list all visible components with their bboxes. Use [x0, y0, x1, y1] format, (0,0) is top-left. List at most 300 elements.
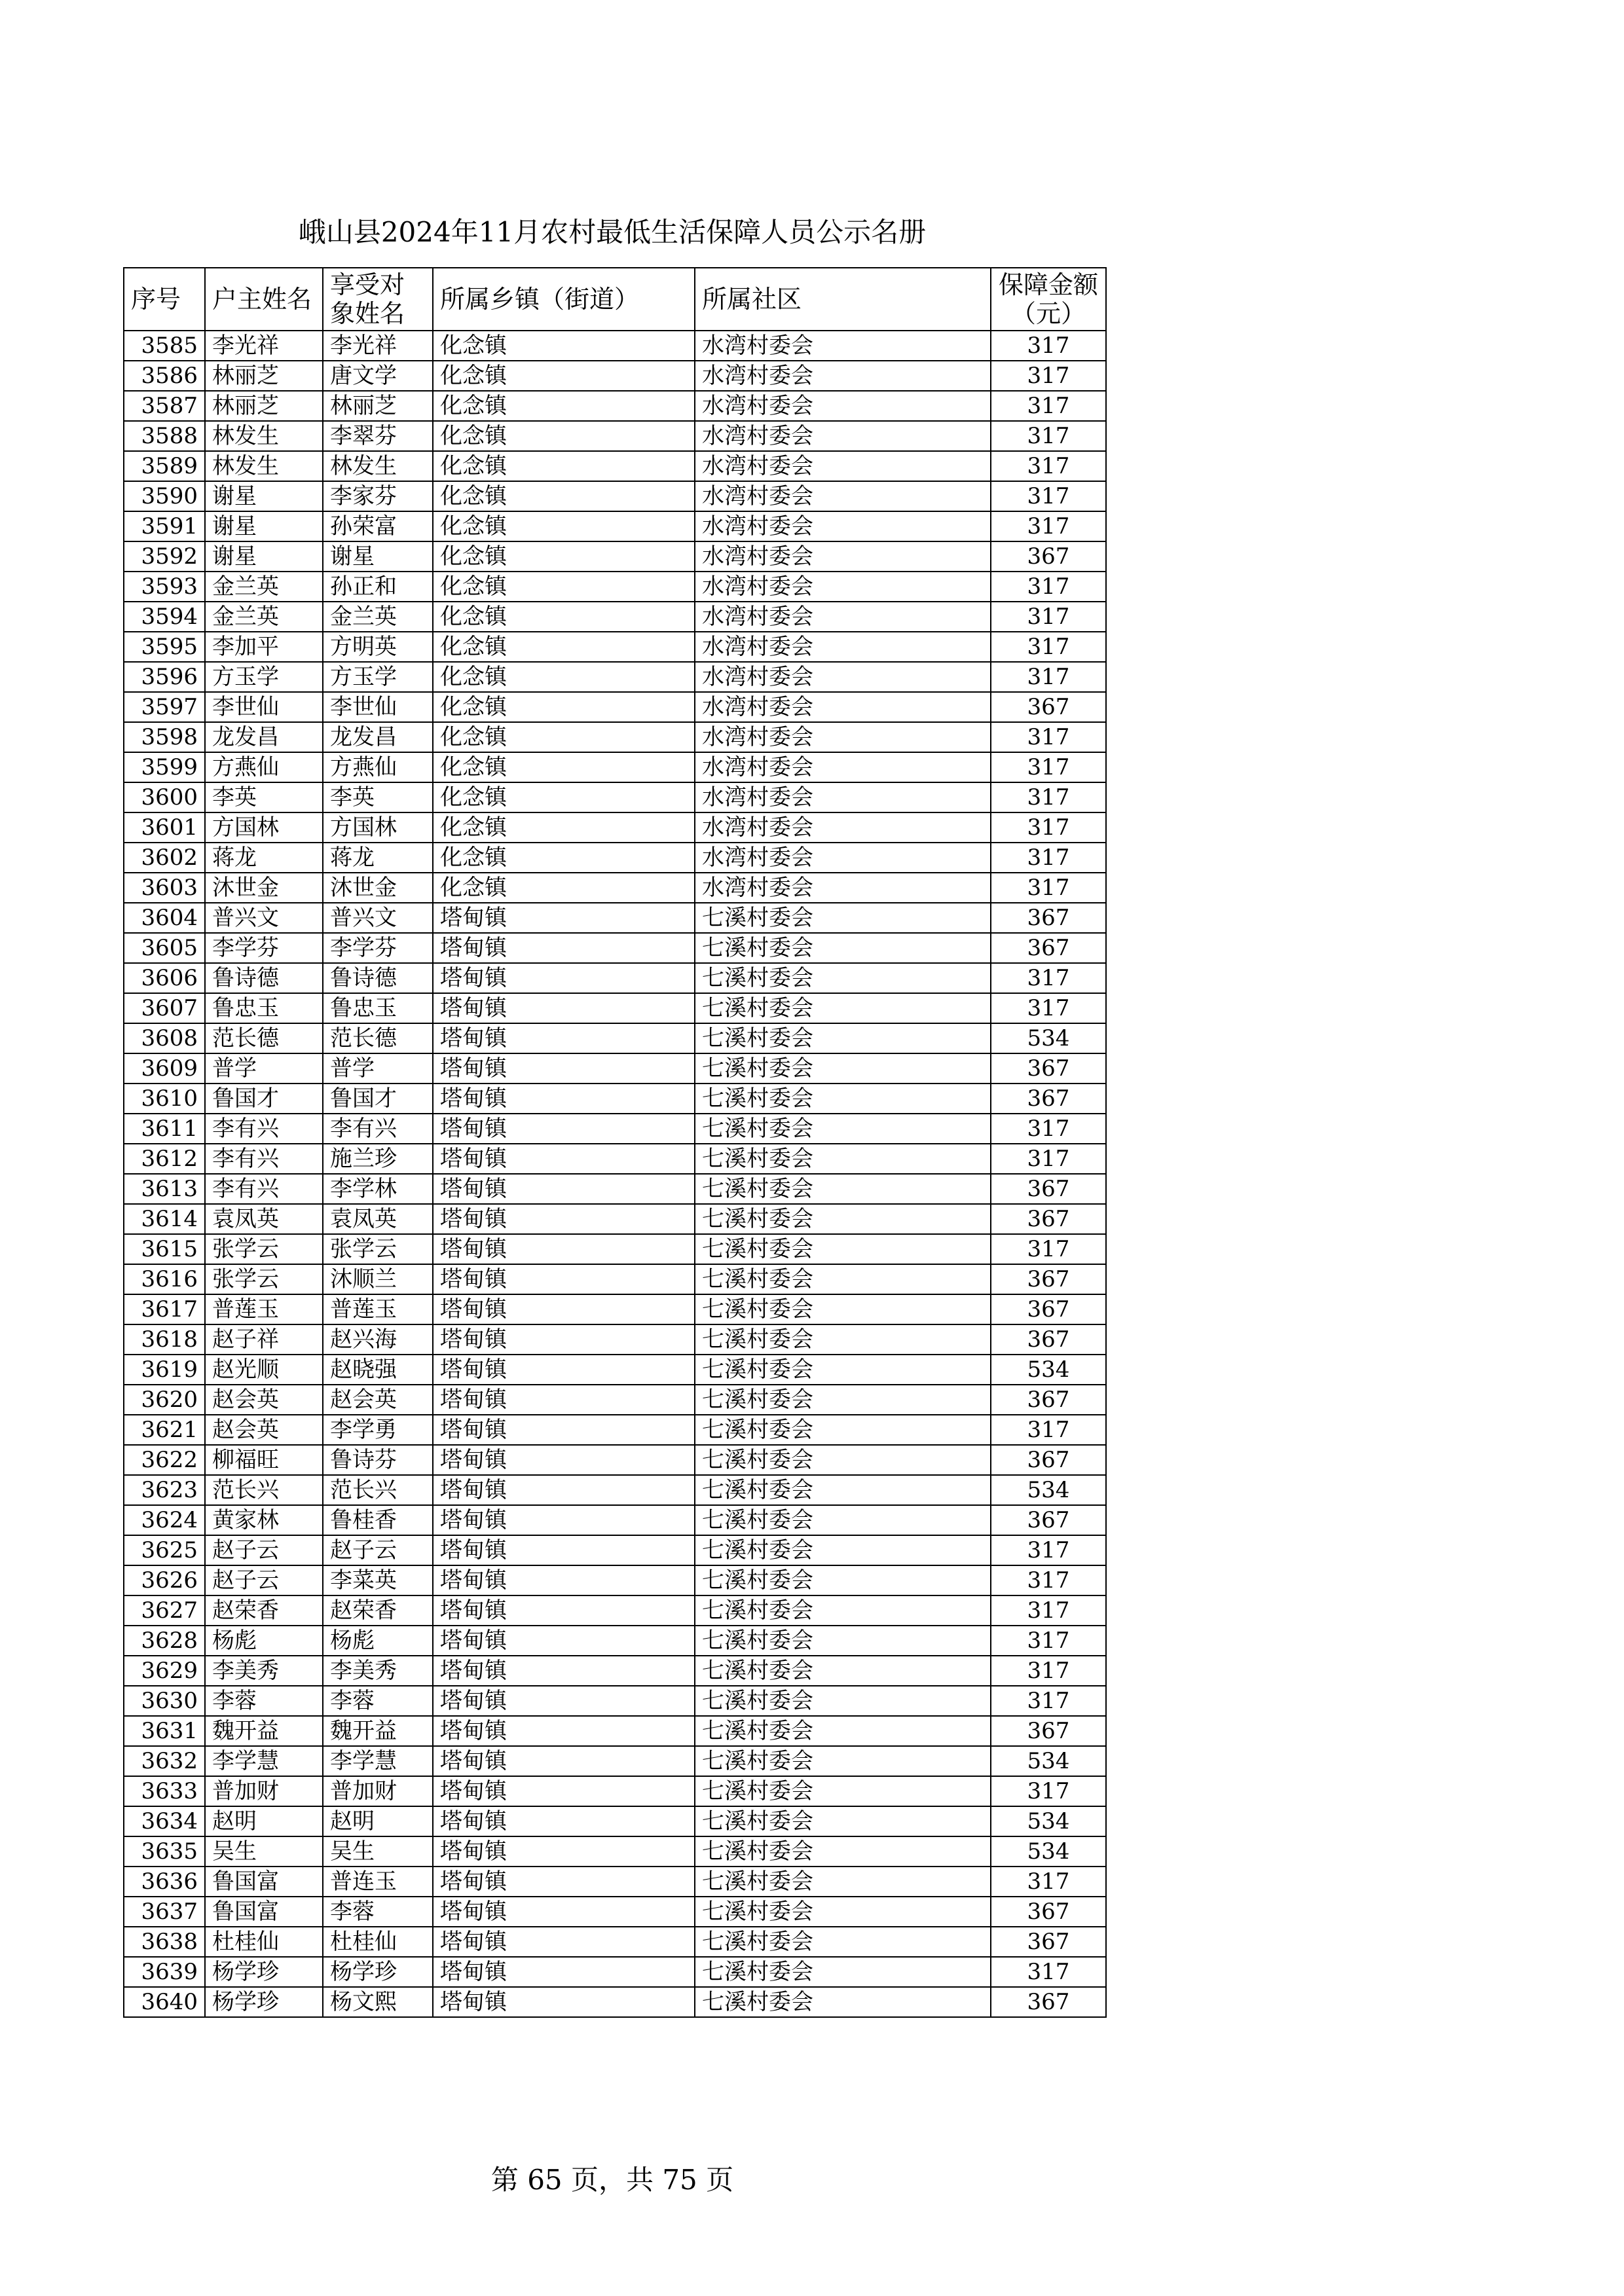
cell-town: 化念镇: [433, 481, 695, 511]
cell-no: 3632: [124, 1746, 205, 1776]
cell-no: 3604: [124, 903, 205, 933]
cell-town: 塔甸镇: [433, 993, 695, 1023]
cell-town: 塔甸镇: [433, 1023, 695, 1053]
cell-town: 化念镇: [433, 541, 695, 572]
cell-amount: 317: [991, 782, 1106, 812]
cell-community: 七溪村委会: [695, 1084, 991, 1114]
cell-town: 塔甸镇: [433, 1897, 695, 1927]
cell-town: 化念镇: [433, 391, 695, 421]
table-row: [124, 331, 1106, 361]
cell-no: 3631: [124, 1716, 205, 1746]
cell-amount: 534: [991, 1475, 1106, 1505]
cell-town: 塔甸镇: [433, 1535, 695, 1565]
cell-head: 方燕仙: [205, 752, 323, 782]
cell-no: 3622: [124, 1445, 205, 1475]
cell-amount: 534: [991, 1836, 1106, 1867]
cell-town: 塔甸镇: [433, 1415, 695, 1445]
cell-head: 蒋龙: [205, 843, 323, 873]
table-row: [124, 1595, 1106, 1626]
cell-no: 3594: [124, 602, 205, 632]
cell-head: 李有兴: [205, 1174, 323, 1204]
cell-beneficiary: 李英: [323, 782, 433, 812]
cell-amount: 534: [991, 1355, 1106, 1385]
cell-no: 3590: [124, 481, 205, 511]
cell-beneficiary: 蒋龙: [323, 843, 433, 873]
cell-beneficiary: 孙正和: [323, 572, 433, 602]
table-row: [124, 1324, 1106, 1355]
cell-beneficiary: 沐世金: [323, 873, 433, 903]
cell-amount: 367: [991, 1324, 1106, 1355]
cell-amount: 317: [991, 1776, 1106, 1806]
cell-town: 塔甸镇: [433, 1144, 695, 1174]
cell-town: 塔甸镇: [433, 1385, 695, 1415]
cell-amount: 367: [991, 1174, 1106, 1204]
cell-community: 水湾村委会: [695, 722, 991, 752]
table-row: [124, 1355, 1106, 1385]
cell-no: 3617: [124, 1294, 205, 1324]
cell-beneficiary: 鲁国才: [323, 1084, 433, 1114]
col-header-community: 所属社区: [695, 268, 991, 331]
cell-town: 塔甸镇: [433, 1445, 695, 1475]
cell-community: 水湾村委会: [695, 782, 991, 812]
table-row: [124, 1836, 1106, 1867]
cell-community: 水湾村委会: [695, 391, 991, 421]
cell-community: 水湾村委会: [695, 662, 991, 692]
cell-beneficiary: 李美秀: [323, 1656, 433, 1686]
cell-beneficiary: 赵晓强: [323, 1355, 433, 1385]
cell-head: 金兰英: [205, 572, 323, 602]
table-row: [124, 1023, 1106, 1053]
cell-amount: 317: [991, 391, 1106, 421]
cell-beneficiary: 施兰珍: [323, 1144, 433, 1174]
cell-no: 3588: [124, 421, 205, 451]
table-row: [124, 421, 1106, 451]
cell-no: 3599: [124, 752, 205, 782]
cell-head: 赵会英: [205, 1415, 323, 1445]
cell-no: 3614: [124, 1204, 205, 1234]
cell-town: 塔甸镇: [433, 1776, 695, 1806]
cell-beneficiary: 方国林: [323, 812, 433, 843]
cell-head: 赵子云: [205, 1565, 323, 1595]
cell-head: 谢星: [205, 481, 323, 511]
cell-town: 塔甸镇: [433, 1656, 695, 1686]
cell-head: 李美秀: [205, 1656, 323, 1686]
cell-community: 七溪村委会: [695, 1415, 991, 1445]
table-row: [124, 692, 1106, 722]
cell-beneficiary: 鲁诗芬: [323, 1445, 433, 1475]
cell-beneficiary: 袁凤英: [323, 1204, 433, 1234]
cell-head: 方玉学: [205, 662, 323, 692]
cell-head: 杜桂仙: [205, 1927, 323, 1957]
cell-town: 化念镇: [433, 511, 695, 541]
cell-amount: 367: [991, 1716, 1106, 1746]
cell-amount: 317: [991, 812, 1106, 843]
cell-community: 七溪村委会: [695, 1927, 991, 1957]
cell-community: 七溪村委会: [695, 1806, 991, 1836]
cell-town: 化念镇: [433, 421, 695, 451]
cell-community: 七溪村委会: [695, 1686, 991, 1716]
cell-no: 3600: [124, 782, 205, 812]
table-row: [124, 1053, 1106, 1084]
cell-community: 七溪村委会: [695, 1656, 991, 1686]
table-row: [124, 1656, 1106, 1686]
table-row: [124, 933, 1106, 963]
cell-amount: 367: [991, 1204, 1106, 1234]
cell-amount: 317: [991, 1656, 1106, 1686]
cell-community: 水湾村委会: [695, 511, 991, 541]
cell-beneficiary: 林发生: [323, 451, 433, 481]
cell-amount: 367: [991, 1927, 1106, 1957]
cell-community: 七溪村委会: [695, 1294, 991, 1324]
cell-no: 3633: [124, 1776, 205, 1806]
cell-town: 化念镇: [433, 782, 695, 812]
cell-town: 塔甸镇: [433, 933, 695, 963]
cell-community: 水湾村委会: [695, 451, 991, 481]
cell-head: 吴生: [205, 1836, 323, 1867]
cell-community: 七溪村委会: [695, 1174, 991, 1204]
table-row: [124, 662, 1106, 692]
page-title: 峨山县2024年11月农村最低生活保障人员公示名册: [298, 216, 927, 248]
cell-town: 塔甸镇: [433, 1294, 695, 1324]
cell-community: 水湾村委会: [695, 481, 991, 511]
col-header-amount: 保障金额（元）: [991, 268, 1106, 331]
cell-head: 谢星: [205, 511, 323, 541]
cell-community: 七溪村委会: [695, 1535, 991, 1565]
cell-no: 3591: [124, 511, 205, 541]
cell-beneficiary: 魏开益: [323, 1716, 433, 1746]
cell-amount: 367: [991, 1294, 1106, 1324]
cell-amount: 367: [991, 933, 1106, 963]
table-row: [124, 1084, 1106, 1114]
cell-community: 七溪村委会: [695, 1355, 991, 1385]
cell-no: 3606: [124, 963, 205, 993]
cell-beneficiary: 范长德: [323, 1023, 433, 1053]
table-row: [124, 1927, 1106, 1957]
cell-town: 化念镇: [433, 722, 695, 752]
cell-head: 张学云: [205, 1234, 323, 1264]
cell-head: 鲁国富: [205, 1897, 323, 1927]
cell-community: 七溪村委会: [695, 1204, 991, 1234]
cell-head: 沐世金: [205, 873, 323, 903]
cell-beneficiary: 李学林: [323, 1174, 433, 1204]
cell-town: 化念镇: [433, 331, 695, 361]
cell-beneficiary: 李有兴: [323, 1114, 433, 1144]
table-row: [124, 1505, 1106, 1535]
cell-head: 杨学珍: [205, 1957, 323, 1987]
cell-beneficiary: 普兴文: [323, 903, 433, 933]
cell-town: 化念镇: [433, 361, 695, 391]
table-row: [124, 1385, 1106, 1415]
cell-beneficiary: 杨学珍: [323, 1957, 433, 1987]
cell-community: 水湾村委会: [695, 752, 991, 782]
cell-no: 3612: [124, 1144, 205, 1174]
cell-amount: 367: [991, 1987, 1106, 2017]
cell-amount: 317: [991, 481, 1106, 511]
cell-community: 七溪村委会: [695, 1114, 991, 1144]
cell-no: 3587: [124, 391, 205, 421]
cell-beneficiary: 唐文学: [323, 361, 433, 391]
cell-community: 七溪村委会: [695, 1023, 991, 1053]
cell-no: 3593: [124, 572, 205, 602]
cell-head: 林发生: [205, 421, 323, 451]
cell-amount: 317: [991, 451, 1106, 481]
cell-amount: 317: [991, 602, 1106, 632]
cell-town: 塔甸镇: [433, 1505, 695, 1535]
cell-town: 塔甸镇: [433, 1716, 695, 1746]
cell-town: 化念镇: [433, 451, 695, 481]
cell-no: 3602: [124, 843, 205, 873]
table-row: [124, 993, 1106, 1023]
cell-head: 杨彪: [205, 1626, 323, 1656]
cell-no: 3615: [124, 1234, 205, 1264]
table-row: [124, 602, 1106, 632]
table-row: [124, 1776, 1106, 1806]
header-row: [124, 268, 1106, 331]
cell-beneficiary: 方燕仙: [323, 752, 433, 782]
cell-community: 七溪村委会: [695, 1867, 991, 1897]
table-row: [124, 391, 1106, 421]
cell-town: 塔甸镇: [433, 903, 695, 933]
cell-head: 普加财: [205, 1776, 323, 1806]
cell-community: 七溪村委会: [695, 1836, 991, 1867]
col-header-no: 序号: [124, 268, 205, 331]
cell-amount: 317: [991, 1867, 1106, 1897]
table-row: [124, 903, 1106, 933]
table-row: [124, 873, 1106, 903]
table-row: [124, 1686, 1106, 1716]
col-header-beneficiary: 享受对象姓名: [323, 268, 433, 331]
cell-head: 张学云: [205, 1264, 323, 1294]
cell-town: 塔甸镇: [433, 963, 695, 993]
table-row: [124, 1565, 1106, 1595]
cell-amount: 317: [991, 1595, 1106, 1626]
cell-no: 3611: [124, 1114, 205, 1144]
table-row: [124, 481, 1106, 511]
table-row: [124, 1174, 1106, 1204]
cell-town: 塔甸镇: [433, 1686, 695, 1716]
cell-no: 3621: [124, 1415, 205, 1445]
cell-head: 普学: [205, 1053, 323, 1084]
cell-beneficiary: 普连玉: [323, 1867, 433, 1897]
cell-amount: 317: [991, 993, 1106, 1023]
cell-no: 3608: [124, 1023, 205, 1053]
cell-no: 3623: [124, 1475, 205, 1505]
cell-community: 七溪村委会: [695, 1565, 991, 1595]
table-row: [124, 1114, 1106, 1144]
cell-no: 3629: [124, 1656, 205, 1686]
cell-community: 七溪村委会: [695, 1144, 991, 1174]
cell-no: 3630: [124, 1686, 205, 1716]
cell-head: 范长兴: [205, 1475, 323, 1505]
roster-table: [123, 267, 1107, 2018]
cell-town: 塔甸镇: [433, 1084, 695, 1114]
cell-head: 普兴文: [205, 903, 323, 933]
cell-town: 化念镇: [433, 692, 695, 722]
table-row: [124, 1264, 1106, 1294]
cell-head: 李光祥: [205, 331, 323, 361]
cell-head: 普莲玉: [205, 1294, 323, 1324]
cell-beneficiary: 吴生: [323, 1836, 433, 1867]
cell-no: 3638: [124, 1927, 205, 1957]
cell-head: 赵荣香: [205, 1595, 323, 1626]
cell-head: 李有兴: [205, 1144, 323, 1174]
cell-no: 3639: [124, 1957, 205, 1987]
cell-beneficiary: 赵明: [323, 1806, 433, 1836]
cell-beneficiary: 李学慧: [323, 1746, 433, 1776]
cell-beneficiary: 范长兴: [323, 1475, 433, 1505]
table-row: [124, 1746, 1106, 1776]
cell-town: 塔甸镇: [433, 1806, 695, 1836]
table-row: [124, 782, 1106, 812]
cell-head: 李世仙: [205, 692, 323, 722]
col-header-town: 所属乡镇（街道）: [433, 268, 695, 331]
cell-town: 塔甸镇: [433, 1355, 695, 1385]
cell-community: 七溪村委会: [695, 933, 991, 963]
cell-no: 3605: [124, 933, 205, 963]
cell-head: 李学慧: [205, 1746, 323, 1776]
cell-amount: 367: [991, 1385, 1106, 1415]
cell-head: 鲁诗德: [205, 963, 323, 993]
cell-beneficiary: 赵会英: [323, 1385, 433, 1415]
cell-town: 塔甸镇: [433, 1475, 695, 1505]
table-row: [124, 1626, 1106, 1656]
cell-town: 塔甸镇: [433, 1595, 695, 1626]
cell-head: 谢星: [205, 541, 323, 572]
cell-beneficiary: 杨文熙: [323, 1987, 433, 2017]
table-row: [124, 541, 1106, 572]
cell-head: 柳福旺: [205, 1445, 323, 1475]
cell-town: 塔甸镇: [433, 1836, 695, 1867]
cell-beneficiary: 普莲玉: [323, 1294, 433, 1324]
cell-amount: 367: [991, 1897, 1106, 1927]
cell-no: 3618: [124, 1324, 205, 1355]
cell-town: 塔甸镇: [433, 1626, 695, 1656]
cell-community: 水湾村委会: [695, 541, 991, 572]
table-row: [124, 963, 1106, 993]
cell-amount: 534: [991, 1746, 1106, 1776]
cell-town: 塔甸镇: [433, 1204, 695, 1234]
cell-town: 化念镇: [433, 812, 695, 843]
cell-beneficiary: 李光祥: [323, 331, 433, 361]
cell-town: 塔甸镇: [433, 1927, 695, 1957]
table-row: [124, 572, 1106, 602]
cell-head: 林发生: [205, 451, 323, 481]
table-row: [124, 1475, 1106, 1505]
cell-town: 化念镇: [433, 752, 695, 782]
table-body: [124, 331, 1106, 2017]
cell-beneficiary: 李学勇: [323, 1415, 433, 1445]
cell-no: 3609: [124, 1053, 205, 1084]
cell-head: 赵光顺: [205, 1355, 323, 1385]
table-row: [124, 812, 1106, 843]
cell-head: 李有兴: [205, 1114, 323, 1144]
cell-amount: 317: [991, 662, 1106, 692]
cell-beneficiary: 李世仙: [323, 692, 433, 722]
cell-town: 塔甸镇: [433, 1867, 695, 1897]
cell-town: 塔甸镇: [433, 1264, 695, 1294]
cell-amount: 367: [991, 1053, 1106, 1084]
cell-beneficiary: 龙发昌: [323, 722, 433, 752]
cell-no: 3592: [124, 541, 205, 572]
cell-town: 塔甸镇: [433, 1324, 695, 1355]
cell-beneficiary: 杨彪: [323, 1626, 433, 1656]
cell-head: 李学芬: [205, 933, 323, 963]
cell-beneficiary: 李学芬: [323, 933, 433, 963]
table-row: [124, 1415, 1106, 1445]
cell-no: 3603: [124, 873, 205, 903]
cell-amount: 317: [991, 873, 1106, 903]
cell-no: 3589: [124, 451, 205, 481]
table-row: [124, 1716, 1106, 1746]
table-row: [124, 1144, 1106, 1174]
cell-town: 塔甸镇: [433, 1114, 695, 1144]
cell-town: 化念镇: [433, 662, 695, 692]
cell-community: 七溪村委会: [695, 903, 991, 933]
cell-amount: 317: [991, 331, 1106, 361]
cell-community: 七溪村委会: [695, 1264, 991, 1294]
cell-community: 水湾村委会: [695, 421, 991, 451]
cell-no: 3595: [124, 632, 205, 662]
cell-amount: 367: [991, 1264, 1106, 1294]
cell-amount: 317: [991, 1535, 1106, 1565]
cell-community: 水湾村委会: [695, 632, 991, 662]
col-header-head: 户主姓名: [205, 268, 323, 331]
cell-no: 3619: [124, 1355, 205, 1385]
cell-town: 塔甸镇: [433, 1746, 695, 1776]
cell-beneficiary: 沐顺兰: [323, 1264, 433, 1294]
cell-head: 魏开益: [205, 1716, 323, 1746]
cell-amount: 367: [991, 541, 1106, 572]
table-row: [124, 1806, 1106, 1836]
cell-beneficiary: 赵荣香: [323, 1595, 433, 1626]
cell-community: 七溪村委会: [695, 1475, 991, 1505]
cell-community: 七溪村委会: [695, 1987, 991, 2017]
cell-amount: 317: [991, 511, 1106, 541]
cell-amount: 367: [991, 1084, 1106, 1114]
cell-community: 七溪村委会: [695, 963, 991, 993]
cell-head: 袁凤英: [205, 1204, 323, 1234]
cell-head: 龙发昌: [205, 722, 323, 752]
cell-head: 黄家林: [205, 1505, 323, 1535]
cell-community: 水湾村委会: [695, 812, 991, 843]
cell-head: 杨学珍: [205, 1987, 323, 2017]
table-row: [124, 752, 1106, 782]
cell-amount: 317: [991, 1114, 1106, 1144]
cell-amount: 534: [991, 1806, 1106, 1836]
cell-no: 3636: [124, 1867, 205, 1897]
cell-town: 塔甸镇: [433, 1234, 695, 1264]
cell-community: 七溪村委会: [695, 1957, 991, 1987]
table-row: [124, 1897, 1106, 1927]
cell-head: 鲁国才: [205, 1084, 323, 1114]
table-row: [124, 1294, 1106, 1324]
cell-head: 赵子云: [205, 1535, 323, 1565]
cell-amount: 317: [991, 1415, 1106, 1445]
cell-community: 水湾村委会: [695, 361, 991, 391]
cell-beneficiary: 赵子云: [323, 1535, 433, 1565]
cell-head: 李蓉: [205, 1686, 323, 1716]
cell-no: 3627: [124, 1595, 205, 1626]
cell-beneficiary: 普加财: [323, 1776, 433, 1806]
cell-no: 3613: [124, 1174, 205, 1204]
cell-beneficiary: 金兰英: [323, 602, 433, 632]
cell-head: 李加平: [205, 632, 323, 662]
cell-head: 鲁国富: [205, 1867, 323, 1897]
table-row: [124, 361, 1106, 391]
cell-amount: 317: [991, 752, 1106, 782]
cell-community: 七溪村委会: [695, 1053, 991, 1084]
cell-community: 七溪村委会: [695, 1445, 991, 1475]
